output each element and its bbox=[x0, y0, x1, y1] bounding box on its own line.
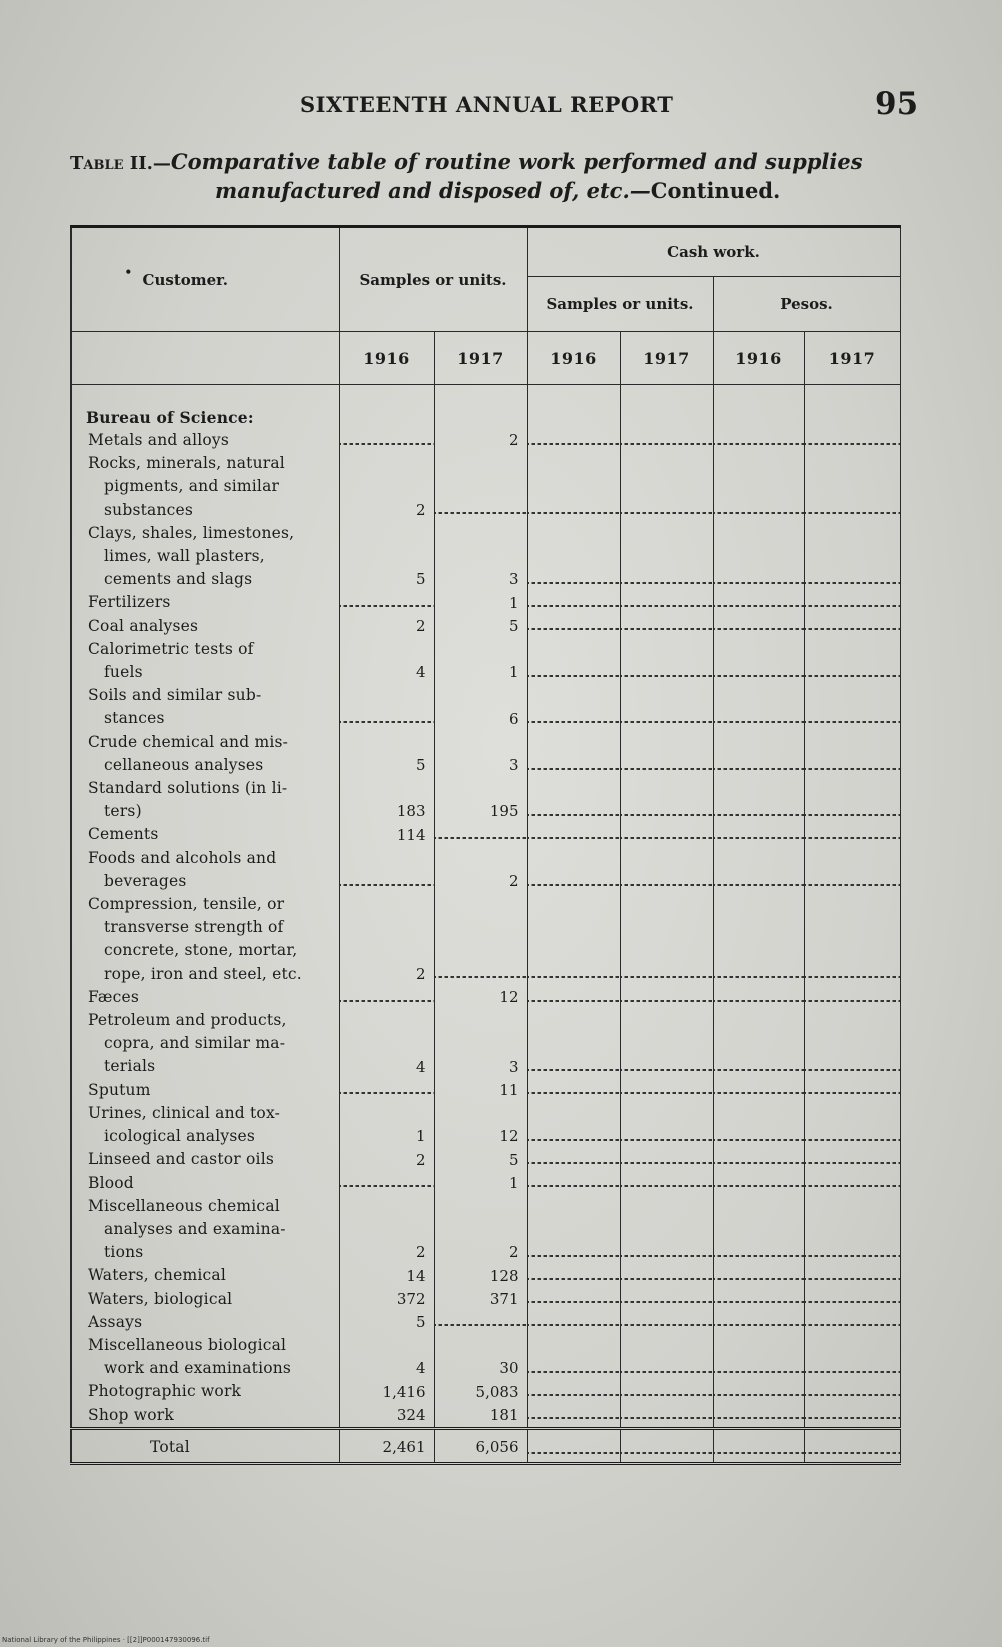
samples-v1917-cell: 1 bbox=[434, 591, 527, 614]
customer-cell: Assays bbox=[71, 1311, 339, 1334]
samples-v1917-cell: 1 bbox=[434, 1172, 527, 1195]
table-row bbox=[71, 986, 900, 1009]
cash-work-empty-cell bbox=[713, 591, 804, 614]
cash-work-empty-cell bbox=[713, 777, 804, 823]
customer-cell: Miscellaneous chemical analyses and examina- tions bbox=[71, 1195, 339, 1265]
cash-work-empty-cell bbox=[620, 522, 713, 592]
cash-work-empty-cell bbox=[527, 823, 620, 846]
cash-work-empty-cell bbox=[713, 522, 804, 592]
cash-work-empty-cell bbox=[713, 638, 804, 684]
table-row bbox=[71, 1334, 900, 1380]
customer-cell: Shop work bbox=[71, 1404, 339, 1429]
table-row bbox=[71, 731, 900, 777]
running-head: SIXTEENTH ANNUAL REPORT bbox=[300, 92, 674, 117]
cash-work-empty-cell bbox=[713, 1195, 804, 1265]
cash-work-empty-cell bbox=[804, 847, 900, 893]
cash-work-empty-cell bbox=[804, 1172, 900, 1195]
customer-cell: Soils and similar sub- stances bbox=[71, 684, 339, 730]
cash-work-empty-cell bbox=[527, 986, 620, 1009]
table-row bbox=[71, 522, 900, 592]
samples-v1917-cell bbox=[434, 1311, 527, 1334]
cash-work-empty-cell bbox=[713, 1172, 804, 1195]
table-row bbox=[71, 429, 900, 452]
cash-work-header: Cash work. bbox=[527, 227, 900, 277]
samples-v1917-cell: 11 bbox=[434, 1079, 527, 1102]
samples-v1916-cell: 324 bbox=[339, 1404, 434, 1429]
samples-v1916-cell bbox=[339, 1079, 434, 1102]
cash-work-empty-cell bbox=[713, 452, 804, 522]
samples-v1916-cell bbox=[339, 429, 434, 452]
cash-work-empty-cell bbox=[620, 1102, 713, 1148]
year-header-1917: 1917 bbox=[434, 332, 527, 385]
cash-work-empty-cell bbox=[527, 1079, 620, 1102]
samples-v1917-cell bbox=[434, 823, 527, 846]
samples-v1916-cell: 183 bbox=[339, 777, 434, 823]
cash-work-empty-cell bbox=[527, 615, 620, 638]
total-cash-empty-cell bbox=[713, 1428, 804, 1463]
total-cash-empty-cell bbox=[620, 1428, 713, 1463]
cash-work-empty-cell bbox=[527, 1172, 620, 1195]
cash-work-empty-cell bbox=[713, 823, 804, 846]
table-row bbox=[71, 684, 900, 730]
customer-cell: Coal analyses bbox=[71, 615, 339, 638]
cash-samples-units-header: Samples or units. bbox=[527, 277, 713, 332]
table-row bbox=[71, 847, 900, 893]
cash-work-empty-cell bbox=[620, 986, 713, 1009]
table-caption bbox=[70, 148, 920, 205]
cash-year-header-1916: 1916 bbox=[527, 332, 620, 385]
cash-work-empty-cell bbox=[713, 1264, 804, 1287]
samples-v1917-cell: 1 bbox=[434, 638, 527, 684]
cash-work-empty-cell bbox=[713, 847, 804, 893]
samples-v1917-cell: 181 bbox=[434, 1404, 527, 1429]
cash-work-empty-cell bbox=[713, 1311, 804, 1334]
cash-work-empty-cell bbox=[527, 1288, 620, 1311]
customer-cell: Waters, biological bbox=[71, 1288, 339, 1311]
cash-work-empty-cell bbox=[804, 1009, 900, 1079]
cash-work-empty-cell bbox=[527, 452, 620, 522]
cash-work-empty-cell bbox=[527, 1102, 620, 1148]
cash-work-empty-cell bbox=[527, 522, 620, 592]
table-row bbox=[71, 1102, 900, 1148]
group-label: Bureau of Science: bbox=[71, 385, 339, 430]
cash-work-empty-cell bbox=[620, 777, 713, 823]
cash-work-empty-cell bbox=[713, 1334, 804, 1380]
table-row bbox=[71, 452, 900, 522]
cash-work-empty-cell bbox=[527, 1404, 620, 1429]
total-label: Total bbox=[71, 1428, 339, 1463]
pesos-header: Pesos. bbox=[713, 277, 900, 332]
customer-cell: Calorimetric tests of fuels bbox=[71, 638, 339, 684]
samples-v1916-cell bbox=[339, 684, 434, 730]
customer-cell: Compression, tensile, or transverse strength of concrete, stone, mortar, rope, iron and steel, etc. bbox=[71, 893, 339, 986]
cash-work-empty-cell bbox=[527, 591, 620, 614]
samples-v1917-cell: 5 bbox=[434, 1148, 527, 1171]
customer-header: • Customer. bbox=[71, 227, 339, 332]
samples-v1916-cell: 4 bbox=[339, 1009, 434, 1079]
cash-work-empty-cell bbox=[804, 1288, 900, 1311]
cash-work-empty-cell bbox=[804, 1102, 900, 1148]
table-row bbox=[71, 1079, 900, 1102]
total-v1917-cell: 6,056 bbox=[434, 1428, 527, 1463]
cash-work-empty-cell bbox=[620, 1264, 713, 1287]
cash-work-empty-cell bbox=[527, 847, 620, 893]
cash-work-empty-cell bbox=[620, 615, 713, 638]
cash-work-empty-cell bbox=[713, 615, 804, 638]
cash-work-empty-cell bbox=[620, 1404, 713, 1429]
samples-v1917-cell: 12 bbox=[434, 1102, 527, 1148]
cash-work-empty-cell bbox=[804, 522, 900, 592]
cash-work-empty-cell bbox=[620, 847, 713, 893]
table-row bbox=[71, 1288, 900, 1311]
cash-work-empty-cell bbox=[527, 684, 620, 730]
cash-work-empty-cell bbox=[527, 893, 620, 986]
cash-work-empty-cell bbox=[527, 1264, 620, 1287]
table-row bbox=[71, 893, 900, 986]
samples-v1916-cell: 5 bbox=[339, 522, 434, 592]
cash-work-empty-cell bbox=[620, 452, 713, 522]
table-row bbox=[71, 1264, 900, 1287]
customer-cell: Rocks, minerals, natural pigments, and similar substances bbox=[71, 452, 339, 522]
customer-cell: Waters, chemical bbox=[71, 1264, 339, 1287]
cash-work-empty-cell bbox=[620, 591, 713, 614]
customer-cell: Crude chemical and mis- cellaneous analyses bbox=[71, 731, 339, 777]
cash-work-empty-cell bbox=[620, 1009, 713, 1079]
samples-v1916-cell: 2 bbox=[339, 893, 434, 986]
samples-v1916-cell bbox=[339, 847, 434, 893]
samples-v1916-cell: 372 bbox=[339, 1288, 434, 1311]
cash-work-empty-cell bbox=[527, 1380, 620, 1403]
cash-work-empty-cell bbox=[713, 1102, 804, 1148]
total-cash-empty-cell bbox=[804, 1428, 900, 1463]
cash-work-empty-cell bbox=[804, 777, 900, 823]
cash-work-empty-cell bbox=[620, 1380, 713, 1403]
cash-work-empty-cell bbox=[804, 429, 900, 452]
cash-work-empty-cell bbox=[620, 823, 713, 846]
cash-work-empty-cell bbox=[527, 777, 620, 823]
customer-year-spacer bbox=[71, 332, 339, 385]
samples-v1917-cell: 371 bbox=[434, 1288, 527, 1311]
customer-cell: Clays, shales, limestones, limes, wall plasters, cements and slags bbox=[71, 522, 339, 592]
cash-work-empty-cell bbox=[620, 1334, 713, 1380]
year-header-1916: 1916 bbox=[339, 332, 434, 385]
cash-work-empty-cell bbox=[713, 1404, 804, 1429]
cash-work-empty-cell bbox=[713, 429, 804, 452]
table-row bbox=[71, 823, 900, 846]
cash-work-empty-cell bbox=[527, 1009, 620, 1079]
cash-work-empty-cell bbox=[804, 684, 900, 730]
cash-work-empty-cell bbox=[804, 823, 900, 846]
cash-work-empty-cell bbox=[713, 1079, 804, 1102]
total-row bbox=[71, 1428, 900, 1463]
cash-work-empty-cell bbox=[620, 1079, 713, 1102]
cash-work-empty-cell bbox=[527, 1148, 620, 1171]
samples-v1916-cell: 2 bbox=[339, 452, 434, 522]
page-number: 95 bbox=[875, 86, 919, 122]
samples-v1917-cell bbox=[434, 452, 527, 522]
routine-work-table bbox=[70, 225, 901, 1465]
customer-cell: Petroleum and products, copra, and similar ma- terials bbox=[71, 1009, 339, 1079]
table-row bbox=[71, 1009, 900, 1079]
cash-work-empty-cell bbox=[620, 1288, 713, 1311]
cash-work-empty-cell bbox=[713, 731, 804, 777]
samples-v1917-cell: 128 bbox=[434, 1264, 527, 1287]
customer-cell: Foods and alcohols and beverages bbox=[71, 847, 339, 893]
cash-work-empty-cell bbox=[804, 591, 900, 614]
cash-work-empty-cell bbox=[713, 1148, 804, 1171]
cash-work-empty-cell bbox=[620, 429, 713, 452]
scan-credit: National Library of the Philippines · [[2]]P000147930096.tif bbox=[2, 1636, 210, 1644]
table-row bbox=[71, 1311, 900, 1334]
samples-v1916-cell bbox=[339, 986, 434, 1009]
cash-work-empty-cell bbox=[713, 1380, 804, 1403]
samples-v1917-cell: 195 bbox=[434, 777, 527, 823]
samples-v1916-cell: 5 bbox=[339, 731, 434, 777]
table-row bbox=[71, 1172, 900, 1195]
cash-work-empty-cell bbox=[804, 1334, 900, 1380]
samples-v1917-cell: 3 bbox=[434, 522, 527, 592]
samples-v1917-cell: 2 bbox=[434, 847, 527, 893]
samples-v1917-cell: 30 bbox=[434, 1334, 527, 1380]
cash-work-empty-cell bbox=[804, 986, 900, 1009]
table-label: Table II.— bbox=[70, 153, 171, 174]
cash-work-empty-cell bbox=[804, 1404, 900, 1429]
samples-v1917-cell: 2 bbox=[434, 1195, 527, 1265]
cash-work-empty-cell bbox=[804, 1311, 900, 1334]
samples-v1917-cell: 2 bbox=[434, 429, 527, 452]
samples-v1917-cell: 3 bbox=[434, 731, 527, 777]
cash-work-empty-cell bbox=[804, 1264, 900, 1287]
cash-work-empty-cell bbox=[804, 1079, 900, 1102]
cash-work-empty-cell bbox=[713, 893, 804, 986]
cash-year-header-1917: 1917 bbox=[620, 332, 713, 385]
total-cash-empty-cell bbox=[527, 1428, 620, 1463]
samples-v1916-cell: 4 bbox=[339, 638, 434, 684]
table-row bbox=[71, 1404, 900, 1429]
cash-work-empty-cell bbox=[713, 986, 804, 1009]
cash-work-empty-cell bbox=[620, 1195, 713, 1265]
table-row bbox=[71, 1195, 900, 1265]
samples-v1916-cell: 4 bbox=[339, 1334, 434, 1380]
customer-cell: Standard solutions (in li- ters) bbox=[71, 777, 339, 823]
cash-work-empty-cell bbox=[527, 1195, 620, 1265]
cash-work-empty-cell bbox=[804, 1195, 900, 1265]
samples-v1917-cell: 12 bbox=[434, 986, 527, 1009]
cash-work-empty-cell bbox=[620, 638, 713, 684]
pesos-year-header-1917: 1917 bbox=[804, 332, 900, 385]
cash-work-empty-cell bbox=[804, 638, 900, 684]
cash-work-empty-cell bbox=[804, 452, 900, 522]
cash-work-empty-cell bbox=[620, 684, 713, 730]
total-v1916-cell: 2,461 bbox=[339, 1428, 434, 1463]
table-row bbox=[71, 777, 900, 823]
group-row bbox=[71, 385, 900, 430]
customer-cell: Cements bbox=[71, 823, 339, 846]
cash-work-empty-cell bbox=[527, 731, 620, 777]
cash-work-empty-cell bbox=[804, 731, 900, 777]
customer-cell: Miscellaneous biological work and examinations bbox=[71, 1334, 339, 1380]
samples-v1916-cell: 2 bbox=[339, 1148, 434, 1171]
samples-v1916-cell bbox=[339, 591, 434, 614]
customer-cell: Metals and alloys bbox=[71, 429, 339, 452]
cash-work-empty-cell bbox=[620, 1148, 713, 1171]
pesos-year-header-1916: 1916 bbox=[713, 332, 804, 385]
cash-work-empty-cell bbox=[620, 1172, 713, 1195]
table-row bbox=[71, 615, 900, 638]
samples-v1916-cell: 2 bbox=[339, 615, 434, 638]
cash-work-empty-cell bbox=[620, 893, 713, 986]
samples-v1916-cell: 14 bbox=[339, 1264, 434, 1287]
samples-v1917-cell: 3 bbox=[434, 1009, 527, 1079]
samples-v1916-cell: 1,416 bbox=[339, 1380, 434, 1403]
cash-work-empty-cell bbox=[527, 638, 620, 684]
customer-cell: Fertilizers bbox=[71, 591, 339, 614]
table-title-line1: Comparative table of routine work performed and supplies bbox=[170, 149, 863, 174]
samples-v1916-cell: 1 bbox=[339, 1102, 434, 1148]
cash-work-empty-cell bbox=[804, 893, 900, 986]
cash-work-empty-cell bbox=[804, 1148, 900, 1171]
cash-work-empty-cell bbox=[804, 1380, 900, 1403]
cash-work-empty-cell bbox=[804, 615, 900, 638]
samples-v1917-cell: 6 bbox=[434, 684, 527, 730]
cash-work-empty-cell bbox=[713, 684, 804, 730]
cash-work-empty-cell bbox=[527, 1334, 620, 1380]
table-continued: Continued. bbox=[650, 178, 781, 203]
cash-work-empty-cell bbox=[713, 1288, 804, 1311]
customer-cell: Fæces bbox=[71, 986, 339, 1009]
table-row bbox=[71, 638, 900, 684]
cash-work-empty-cell bbox=[620, 1311, 713, 1334]
table-row bbox=[71, 1148, 900, 1171]
cash-work-empty-cell bbox=[527, 429, 620, 452]
customer-cell: Blood bbox=[71, 1172, 339, 1195]
samples-v1917-cell: 5,083 bbox=[434, 1380, 527, 1403]
table-row bbox=[71, 591, 900, 614]
samples-units-header: Samples or units. bbox=[339, 227, 527, 332]
cash-work-empty-cell bbox=[620, 731, 713, 777]
samples-v1916-cell: 114 bbox=[339, 823, 434, 846]
customer-cell: Urines, clinical and tox- icological analyses bbox=[71, 1102, 339, 1148]
samples-v1916-cell: 5 bbox=[339, 1311, 434, 1334]
customer-cell: Photographic work bbox=[71, 1380, 339, 1403]
samples-v1917-cell bbox=[434, 893, 527, 986]
table-title-line2: manufactured and disposed of, etc.— bbox=[215, 178, 651, 203]
customer-cell: Sputum bbox=[71, 1079, 339, 1102]
samples-v1917-cell: 5 bbox=[434, 615, 527, 638]
table-row bbox=[71, 1380, 900, 1403]
cash-work-empty-cell bbox=[713, 1009, 804, 1079]
cash-work-empty-cell bbox=[527, 1311, 620, 1334]
samples-v1916-cell: 2 bbox=[339, 1195, 434, 1265]
samples-v1916-cell bbox=[339, 1172, 434, 1195]
customer-cell: Linseed and castor oils bbox=[71, 1148, 339, 1171]
